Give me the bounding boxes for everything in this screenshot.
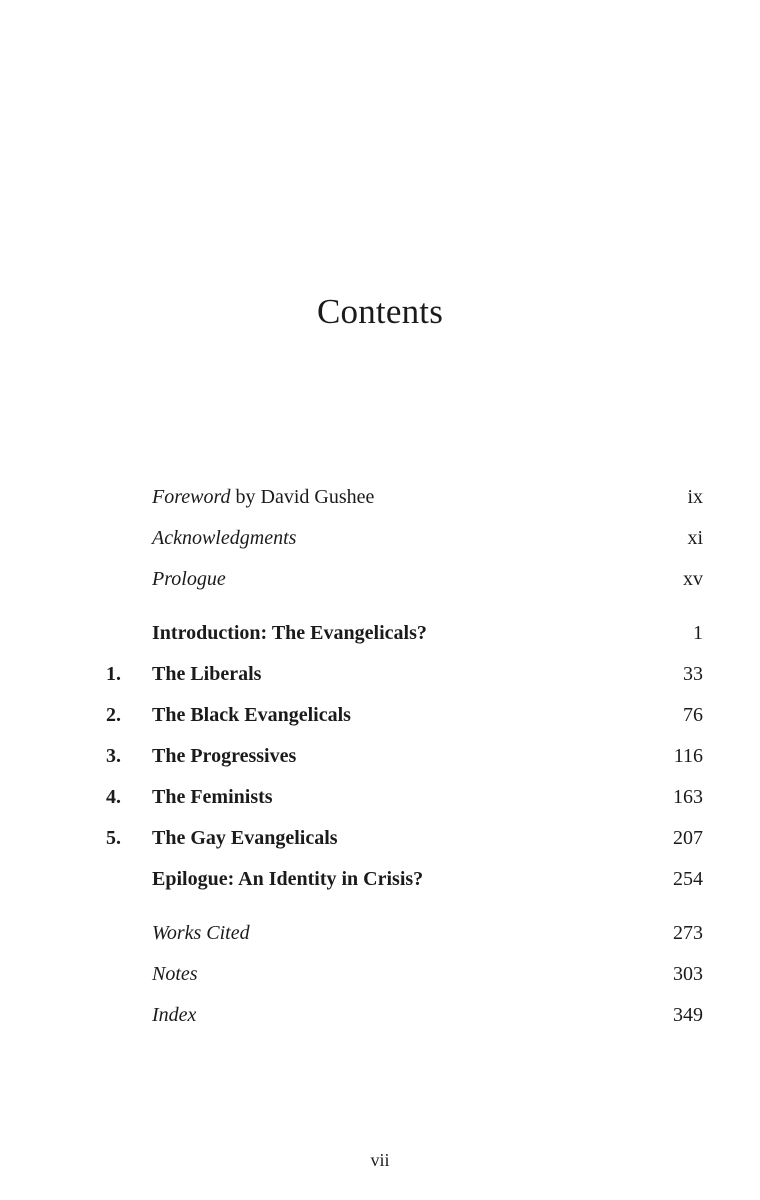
toc-entry-title: The Feminists	[152, 786, 273, 808]
toc-entry-title: Acknowledgments	[152, 527, 297, 549]
toc-page-number: 76	[683, 704, 703, 726]
toc-chapter-number: 5.	[106, 827, 121, 849]
toc-page-number: 303	[673, 963, 703, 985]
toc-entry-title: The Progressives	[152, 745, 297, 767]
toc-entry-title: Prologue	[152, 568, 226, 590]
page-folio: vii	[370, 1150, 390, 1170]
toc-entry-title	[152, 482, 374, 512]
toc-page-number: ix	[687, 486, 703, 508]
toc-chapter-number: 4.	[106, 786, 121, 808]
toc-entry-chapter-5[interactable]	[0, 823, 760, 853]
toc-entry-chapter-1[interactable]	[0, 659, 760, 689]
toc-entry-notes[interactable]	[0, 959, 760, 989]
toc-page-number: 207	[673, 827, 703, 849]
toc-chapter-number: 2.	[106, 704, 121, 726]
toc-page-number: xi	[687, 527, 703, 549]
toc-page-number: 254	[673, 868, 703, 890]
toc-page-number: 33	[683, 663, 703, 685]
toc-entry-title: Introduction: The Evangelicals?	[152, 622, 427, 644]
toc-chapter-number: 3.	[106, 745, 121, 767]
toc-entry-introduction[interactable]	[0, 618, 760, 648]
toc-chapter-number: 1.	[106, 663, 121, 685]
toc-entry-title: Epilogue: An Identity in Crisis?	[152, 868, 424, 890]
page-title: Contents	[316, 292, 444, 331]
toc-entry-title: Works Cited	[152, 922, 250, 944]
toc-page-number: 273	[673, 922, 703, 944]
toc-entry-chapter-2[interactable]	[0, 700, 760, 730]
toc-entry-chapter-4[interactable]	[0, 782, 760, 812]
toc-entry-foreword[interactable]	[0, 482, 760, 512]
toc-page-number: 163	[673, 786, 703, 808]
toc-entry-index[interactable]	[0, 1000, 760, 1030]
toc-page-number: 116	[673, 745, 703, 767]
toc-page-number: 349	[673, 1004, 703, 1026]
toc-entry-title: Index	[152, 1004, 197, 1026]
toc-entry-chapter-3[interactable]	[0, 741, 760, 771]
toc-entry-title: The Gay Evangelicals	[152, 827, 338, 849]
toc-entry-title: The Liberals	[152, 663, 262, 685]
toc-entry-title: Notes	[152, 963, 198, 985]
toc-page-number: 1	[693, 622, 703, 644]
toc-entry-title-author: by David Gushee	[230, 486, 375, 508]
toc-entry-works-cited[interactable]	[0, 918, 760, 948]
toc-entry-acknowledgments[interactable]	[0, 523, 760, 553]
toc-entry-title-italic: Foreword	[152, 486, 231, 508]
toc-entry-title: The Black Evangelicals	[152, 704, 351, 726]
toc-entry-prologue[interactable]	[0, 564, 760, 594]
toc-entry-epilogue[interactable]	[0, 864, 760, 894]
toc-page-number: xv	[683, 568, 703, 590]
